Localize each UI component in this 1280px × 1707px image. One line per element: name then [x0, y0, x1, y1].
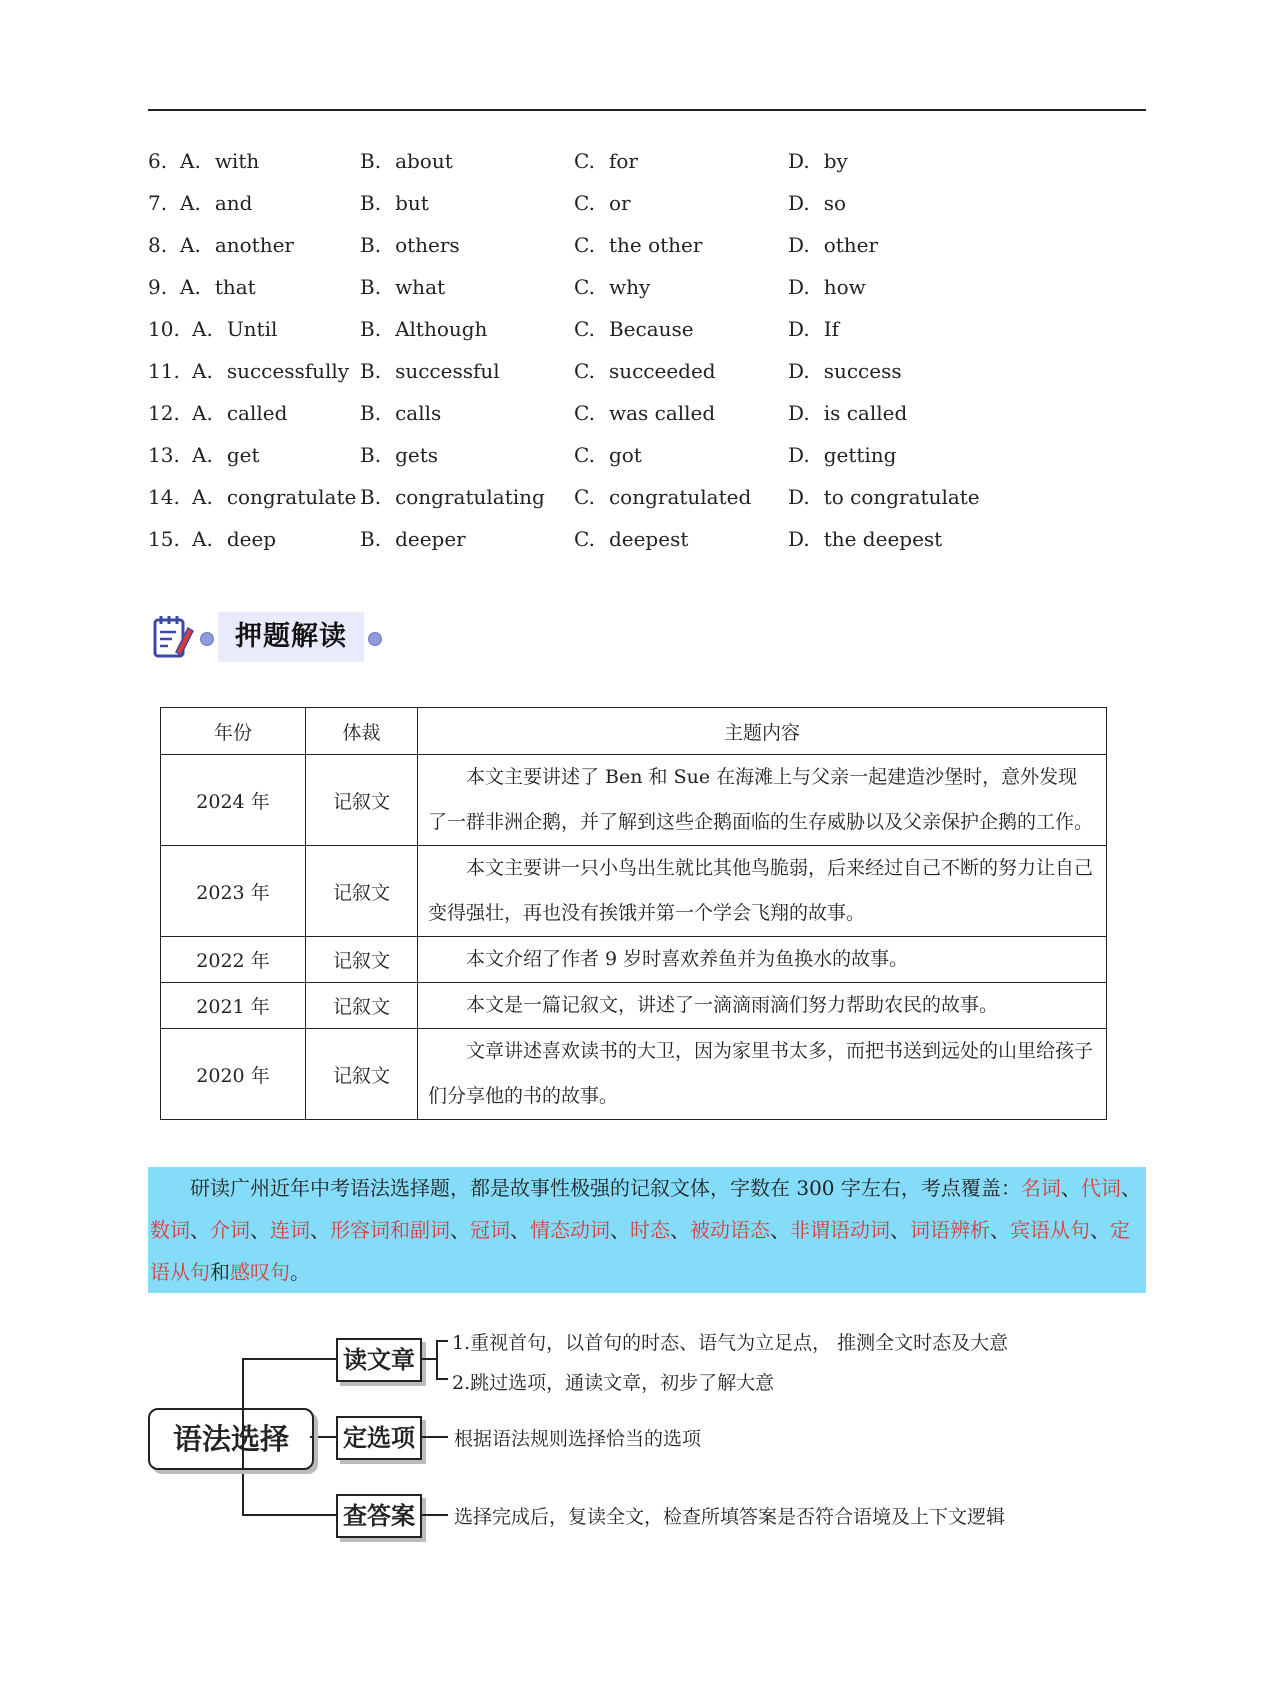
- option-text: successfully: [226, 359, 350, 383]
- option: [574, 182, 631, 224]
- option-letter: C.: [574, 317, 595, 341]
- question-row: [148, 140, 1148, 182]
- branch-read-item-1: 1.重视首句，以首句的时态、语气为立足点， 推测全文时态及大意: [452, 1332, 1009, 1354]
- option-letter: D.: [788, 317, 810, 341]
- branch-read-item-2: 2.跳过选项，通读文章，初步了解大意: [452, 1372, 775, 1394]
- option-letter: B.: [360, 485, 382, 509]
- header-year: 年份: [161, 708, 306, 755]
- option-text: congratulating: [395, 485, 545, 509]
- option-text: deep: [226, 527, 277, 551]
- option-text: is called: [823, 401, 908, 425]
- option: [574, 140, 638, 182]
- option-text: deeper: [395, 527, 466, 551]
- question-number: 12.: [148, 401, 180, 425]
- connector: [242, 1358, 336, 1360]
- option-letter: B.: [360, 275, 382, 299]
- option-text: and: [214, 191, 253, 215]
- branch-select-option: 定选项: [336, 1416, 422, 1460]
- summary-intro: 研读广州近年中考语法选择题，都是故事性极强的记叙文体，字数在 300 字左右，考点覆盖：: [190, 1176, 1021, 1200]
- genre-cell: 记叙文: [306, 755, 418, 846]
- option-letter: D.: [788, 359, 810, 383]
- content-cell: 本文主要讲一只小鸟出生就比其他鸟脆弱，后来经过自己不断的努力让自己变得强壮，再也没有挨饿并第一个学会飞翔的故事。: [418, 846, 1107, 937]
- table-row: [161, 846, 1107, 937]
- option: [360, 140, 453, 182]
- summary-highlight: [148, 1167, 1146, 1293]
- connector: [422, 1436, 448, 1438]
- option: [180, 140, 259, 182]
- separator: 、: [510, 1218, 530, 1242]
- option: [192, 350, 349, 392]
- genre-cell: 记叙文: [306, 1029, 418, 1120]
- question-row: [148, 182, 1148, 224]
- option: [788, 224, 878, 266]
- option-text: how: [823, 275, 866, 299]
- year-cell: 2024 年: [161, 755, 306, 846]
- content-cell: 本文主要讲述了 Ben 和 Sue 在海滩上与父亲一起建造沙堡时，意外发现了一群非洲企鹅，并了解到这些企鹅面临的生存威胁以及父亲保护企鹅的工作。: [418, 755, 1107, 846]
- option-text: called: [226, 401, 288, 425]
- option-text: deepest: [608, 527, 689, 551]
- branch-check-text: 选择完成后，复读全文，检查所填答案是否符合语境及上下文逻辑: [454, 1506, 1006, 1528]
- option: [192, 476, 356, 518]
- option-letter: A.: [180, 149, 201, 173]
- option-letter: A.: [180, 275, 201, 299]
- option-letter: A.: [180, 233, 201, 257]
- question-number: 13.: [148, 443, 180, 467]
- option: [180, 182, 252, 224]
- option: [360, 182, 429, 224]
- question-row: [148, 518, 1148, 560]
- content-cell: 本文介绍了作者 9 岁时喜欢养鱼并为鱼换水的故事。: [418, 937, 1107, 983]
- separator: 、: [990, 1218, 1010, 1242]
- option: [360, 476, 545, 518]
- option-text: get: [226, 443, 260, 467]
- option: [788, 308, 839, 350]
- table-row: [161, 937, 1107, 983]
- option: [360, 224, 460, 266]
- grammar-point: 感叹句: [230, 1260, 290, 1284]
- grammar-point: 连词: [270, 1218, 310, 1242]
- separator: 、: [310, 1218, 330, 1242]
- grammar-point: 冠词: [470, 1218, 510, 1242]
- separator: 、: [1120, 1176, 1141, 1200]
- option-letter: C.: [574, 191, 595, 215]
- question-options: [148, 140, 1148, 560]
- table-row: [161, 1029, 1107, 1120]
- option-letter: A.: [192, 527, 213, 551]
- topic-table: [160, 707, 1107, 1120]
- separator: 、: [450, 1218, 470, 1242]
- option: [788, 434, 896, 476]
- mindmap-root: 语法选择: [148, 1408, 314, 1470]
- connector: [436, 1340, 448, 1342]
- option-text: succeeded: [608, 359, 716, 383]
- grammar-mindmap: [148, 1318, 1148, 1548]
- option: [180, 224, 294, 266]
- question-number: 6.: [148, 149, 168, 173]
- question-number: 8.: [148, 233, 168, 257]
- summary-end: 。: [290, 1260, 310, 1284]
- option-text: Although: [395, 317, 488, 341]
- option: [192, 308, 277, 350]
- option: [574, 224, 702, 266]
- question-number: 11.: [148, 359, 180, 383]
- summary-paragraph: [150, 1167, 1144, 1293]
- option-letter: B.: [360, 401, 382, 425]
- option-letter: B.: [360, 527, 382, 551]
- option-letter: D.: [788, 443, 810, 467]
- option-letter: D.: [788, 401, 810, 425]
- option-text: with: [214, 149, 260, 173]
- option-text: others: [395, 233, 460, 257]
- option-text: congratulated: [608, 485, 752, 509]
- option-text: If: [823, 317, 839, 341]
- option: [360, 350, 500, 392]
- option-text: congratulate: [226, 485, 357, 509]
- question-row: [148, 266, 1148, 308]
- option: [360, 266, 445, 308]
- option-text: to congratulate: [823, 485, 980, 509]
- content-cell: 本文是一篇记叙文，讲述了一滴滴雨滴们努力帮助农民的故事。: [418, 983, 1107, 1029]
- question-row: [148, 224, 1148, 266]
- grammar-point: 非谓语动词: [790, 1218, 890, 1242]
- grammar-point: 时态: [630, 1218, 670, 1242]
- separator: 、: [1090, 1218, 1110, 1242]
- option: [574, 434, 642, 476]
- branch-check-answer: 查答案: [336, 1494, 422, 1538]
- connector: [242, 1514, 336, 1516]
- option: [360, 518, 466, 560]
- option-letter: A.: [192, 401, 213, 425]
- grammar-point: 代词: [1080, 1176, 1121, 1200]
- grammar-point: 定语从句: [150, 1218, 1130, 1284]
- question-row: [148, 476, 1148, 518]
- question-number: 15.: [148, 527, 180, 551]
- question-row: [148, 350, 1148, 392]
- option-text: success: [823, 359, 902, 383]
- option-letter: C.: [574, 233, 595, 257]
- year-cell: 2021 年: [161, 983, 306, 1029]
- grammar-point: 介词: [210, 1218, 250, 1242]
- separator: 、: [670, 1218, 690, 1242]
- option: [788, 140, 848, 182]
- option-text: the deepest: [823, 527, 943, 551]
- heading-dot-left: [200, 632, 214, 646]
- option-letter: B.: [360, 317, 382, 341]
- option-letter: B.: [360, 443, 382, 467]
- separator: 、: [250, 1218, 270, 1242]
- grammar-point: 情态动词: [530, 1218, 610, 1242]
- genre-cell: 记叙文: [306, 983, 418, 1029]
- section-title: 押题解读: [218, 612, 364, 662]
- option-text: was called: [608, 401, 716, 425]
- branch-select-text: 根据语法规则选择恰当的选项: [454, 1428, 702, 1450]
- grammar-point: 形容词和副词: [330, 1218, 450, 1242]
- option-text: that: [214, 275, 256, 299]
- option: [180, 266, 256, 308]
- question-number: 10.: [148, 317, 180, 341]
- heading-dot-right: [368, 632, 382, 646]
- header-content: 主题内容: [418, 708, 1107, 755]
- option: [788, 350, 902, 392]
- option-text: gets: [395, 443, 439, 467]
- question-number: 7.: [148, 191, 168, 215]
- table-row: [161, 755, 1107, 846]
- grammar-point: 名词: [1020, 1176, 1061, 1200]
- option-text: why: [608, 275, 651, 299]
- option-letter: D.: [788, 191, 810, 215]
- year-cell: 2020 年: [161, 1029, 306, 1120]
- connector: [422, 1358, 436, 1360]
- year-cell: 2023 年: [161, 846, 306, 937]
- option-text: Until: [226, 317, 278, 341]
- option-letter: C.: [574, 527, 595, 551]
- genre-cell: 记叙文: [306, 846, 418, 937]
- question-row: [148, 308, 1148, 350]
- option-text: about: [395, 149, 453, 173]
- separator: 和: [210, 1260, 230, 1284]
- option-letter: A.: [180, 191, 201, 215]
- option: [574, 266, 650, 308]
- grammar-point: 宾语从句: [1010, 1218, 1090, 1242]
- separator: 、: [890, 1218, 910, 1242]
- option-text: for: [608, 149, 638, 173]
- option-letter: D.: [788, 275, 810, 299]
- option: [788, 392, 907, 434]
- table-row: [161, 983, 1107, 1029]
- option: [360, 392, 441, 434]
- option-letter: B.: [360, 359, 382, 383]
- option: [192, 518, 276, 560]
- option-letter: B.: [360, 233, 382, 257]
- option-letter: D.: [788, 485, 810, 509]
- header-rule: [148, 109, 1146, 111]
- option-letter: C.: [574, 485, 595, 509]
- option: [574, 350, 716, 392]
- option: [788, 182, 846, 224]
- option-letter: B.: [360, 149, 382, 173]
- option-text: but: [395, 191, 429, 215]
- option-letter: A.: [192, 485, 213, 509]
- option-text: what: [395, 275, 446, 299]
- option: [574, 476, 751, 518]
- option-letter: A.: [192, 317, 213, 341]
- option: [192, 392, 287, 434]
- option-letter: D.: [788, 527, 810, 551]
- table-header-row: [161, 708, 1107, 755]
- question-row: [148, 392, 1148, 434]
- option-letter: C.: [574, 149, 595, 173]
- option: [360, 308, 487, 350]
- option-text: the other: [608, 233, 703, 257]
- connector: [436, 1340, 438, 1380]
- option-text: got: [608, 443, 642, 467]
- option-text: so: [823, 191, 846, 215]
- option: [574, 392, 715, 434]
- option-text: by: [823, 149, 848, 173]
- option-letter: C.: [574, 401, 595, 425]
- option: [788, 266, 866, 308]
- option: [574, 308, 694, 350]
- option-letter: A.: [192, 359, 213, 383]
- question-number: 9.: [148, 275, 168, 299]
- notepad-pen-icon: [152, 614, 194, 660]
- option-letter: C.: [574, 359, 595, 383]
- grammar-point: 被动语态: [690, 1218, 770, 1242]
- option-text: or: [608, 191, 631, 215]
- option-text: Because: [608, 317, 694, 341]
- branch-read-article: 读文章: [336, 1338, 422, 1382]
- option-text: getting: [823, 443, 897, 467]
- option-text: another: [214, 233, 294, 257]
- option-letter: B.: [360, 191, 382, 215]
- option-letter: D.: [788, 233, 810, 257]
- separator: 、: [190, 1218, 210, 1242]
- separator: 、: [610, 1218, 630, 1242]
- genre-cell: 记叙文: [306, 937, 418, 983]
- option-letter: A.: [192, 443, 213, 467]
- option-text: successful: [395, 359, 500, 383]
- question-number: 14.: [148, 485, 180, 509]
- grammar-point: 词语辨析: [910, 1218, 990, 1242]
- separator: 、: [1060, 1176, 1081, 1200]
- connector: [436, 1378, 448, 1380]
- option-letter: D.: [788, 149, 810, 173]
- option-letter: C.: [574, 275, 595, 299]
- connector: [422, 1514, 448, 1516]
- option-text: other: [823, 233, 879, 257]
- question-row: [148, 434, 1148, 476]
- option: [192, 434, 260, 476]
- year-cell: 2022 年: [161, 937, 306, 983]
- option: [360, 434, 438, 476]
- separator: 、: [770, 1218, 790, 1242]
- option: [574, 518, 688, 560]
- option-text: calls: [395, 401, 442, 425]
- option: [788, 476, 980, 518]
- option-letter: C.: [574, 443, 595, 467]
- grammar-point: 数词: [150, 1218, 190, 1242]
- header-genre: 体裁: [306, 708, 418, 755]
- option: [788, 518, 942, 560]
- content-cell: 文章讲述喜欢读书的大卫，因为家里书太多，而把书送到远处的山里给孩子们分享他的书的故事。: [418, 1029, 1107, 1120]
